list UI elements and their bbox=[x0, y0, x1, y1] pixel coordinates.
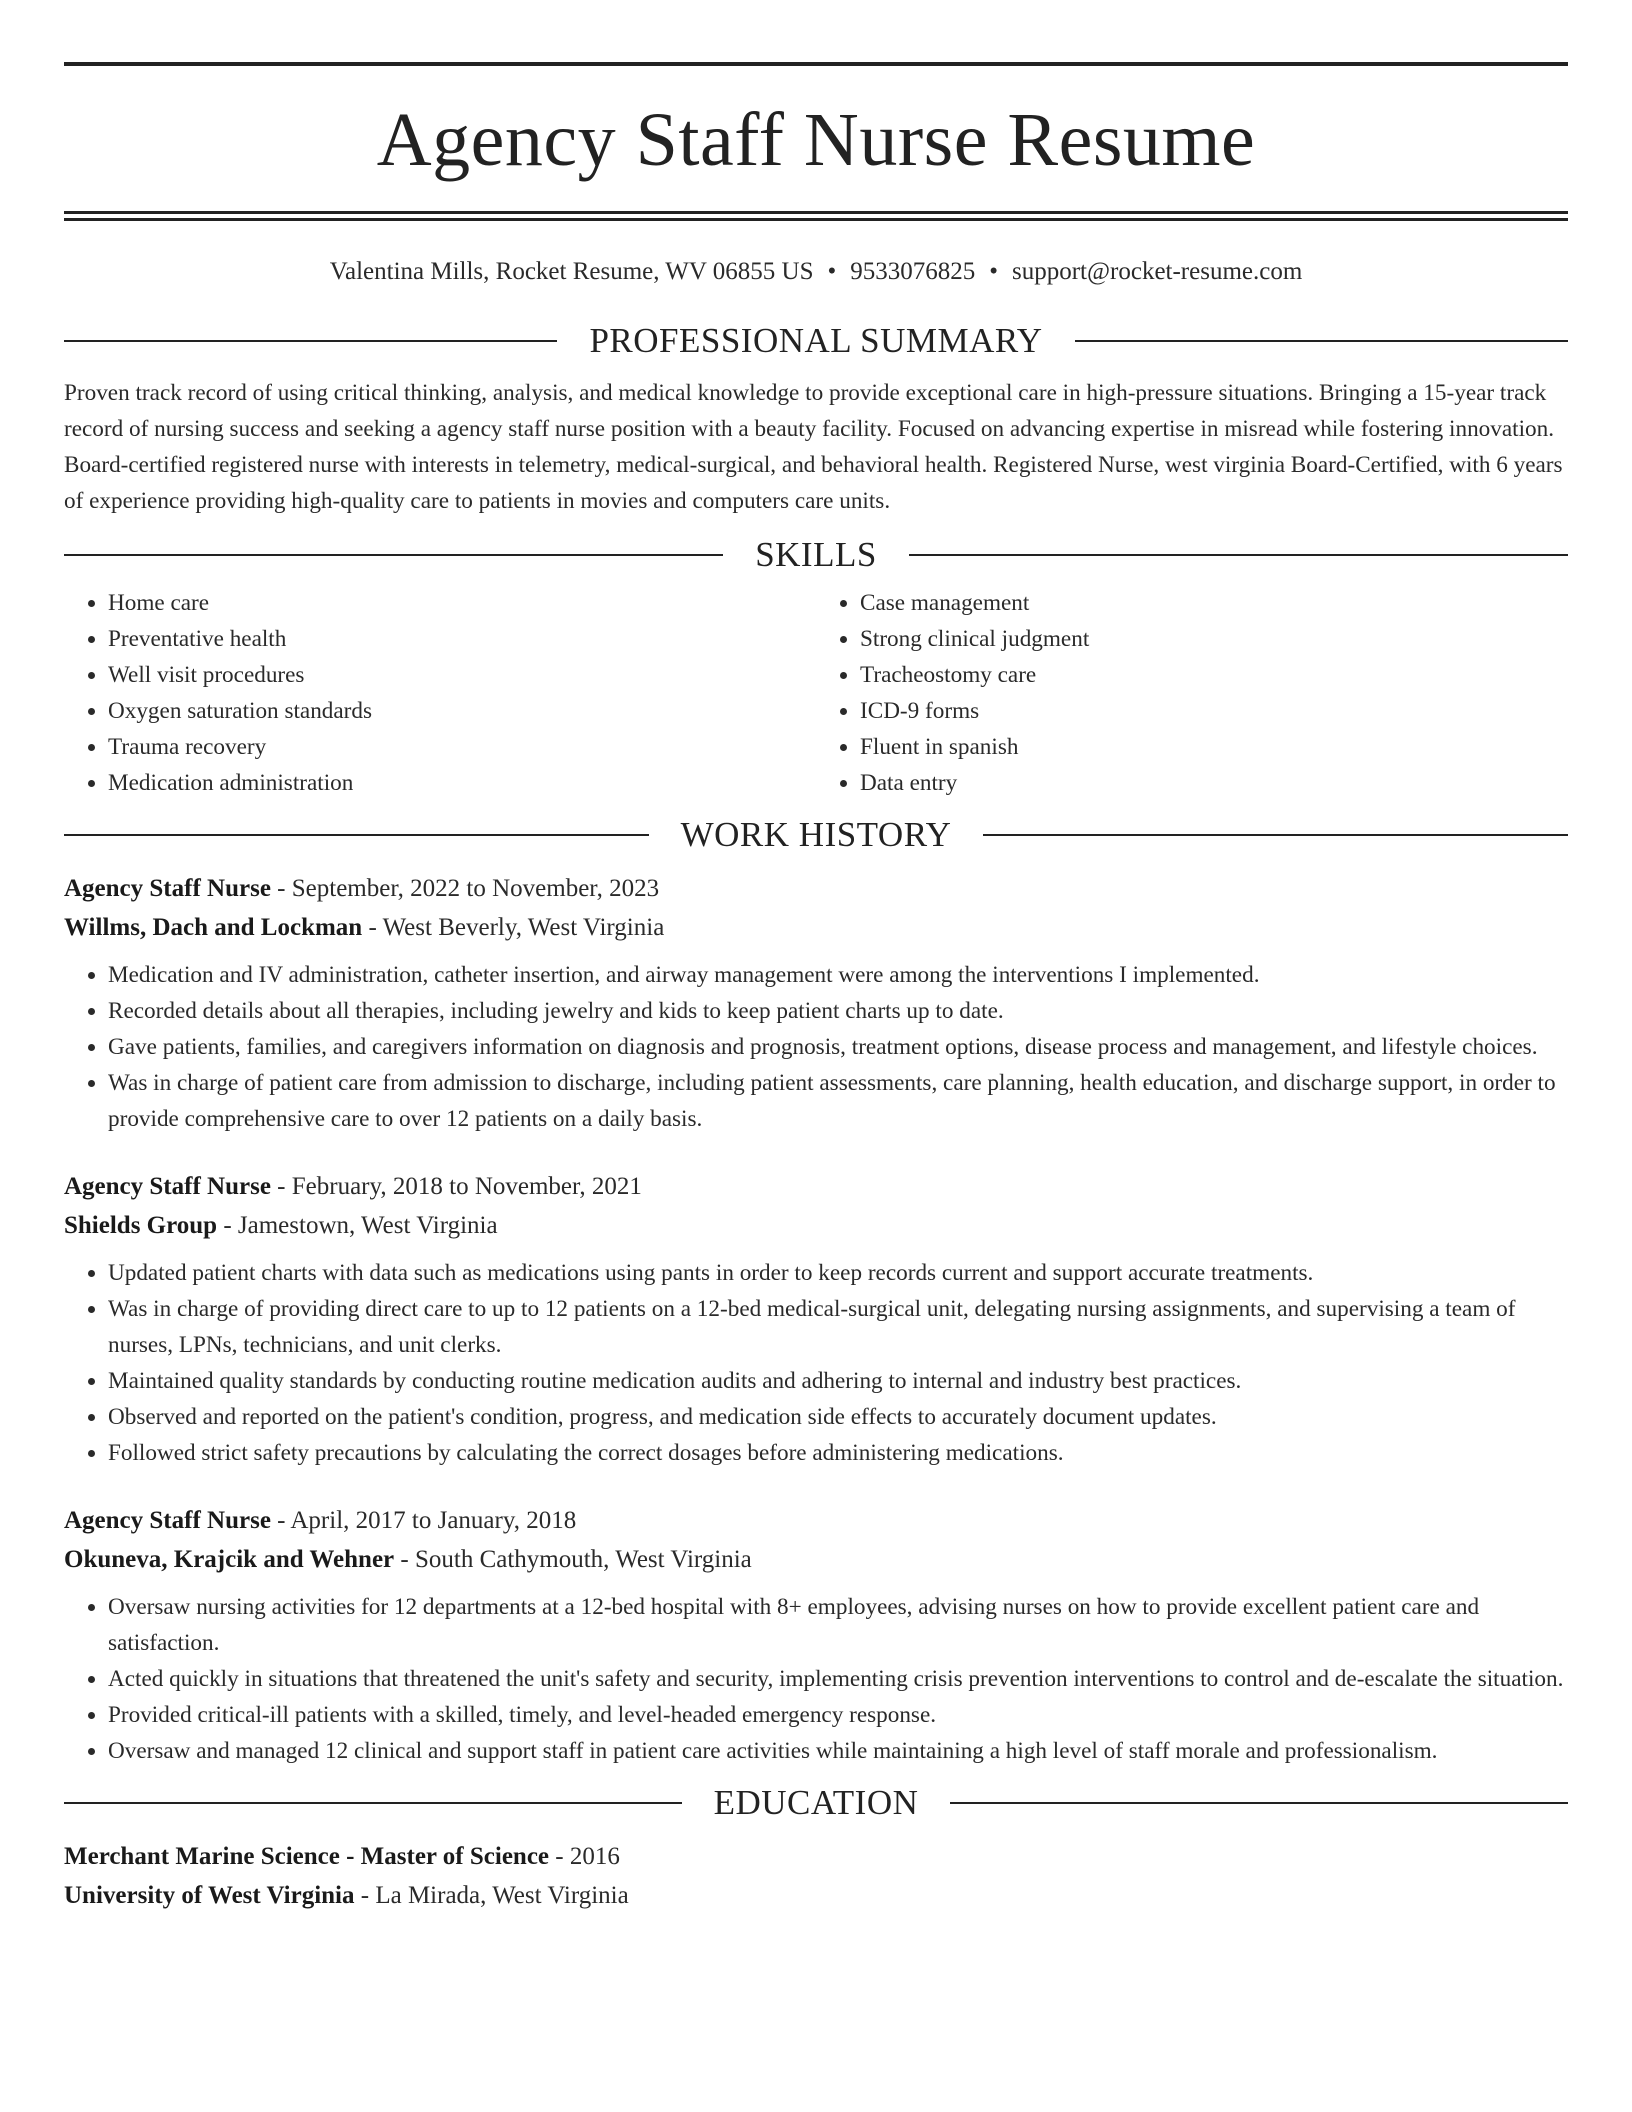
job-title-line bbox=[64, 869, 1568, 908]
skill-item: • Data entry bbox=[860, 765, 1568, 801]
top-rule bbox=[64, 62, 1568, 66]
skill-item: • Oxygen saturation standards bbox=[108, 693, 816, 729]
skill-item: • Case management bbox=[860, 585, 1568, 621]
section-rule bbox=[1075, 340, 1568, 342]
job-bullet: • Oversaw and managed 12 clinical and support staff in patient care activities while maintaining a high level of staff morale and professionalism. bbox=[108, 1733, 1568, 1769]
job-entry bbox=[64, 869, 1568, 1137]
education-degree-line bbox=[64, 1837, 1568, 1876]
job-company: Shields Group bbox=[64, 1212, 218, 1239]
job-bullet: • Gave patients, families, and caregivers information on diagnosis and prognosis, treatment options, disease process and management, and lifestyle choices. bbox=[108, 1029, 1568, 1065]
skills-column-left bbox=[64, 585, 816, 801]
job-entry bbox=[64, 1167, 1568, 1471]
skills-column-right bbox=[816, 585, 1568, 801]
job-dates: - February, 2018 to November, 2021 bbox=[270, 1173, 642, 1200]
skill-item: • Home care bbox=[108, 585, 816, 621]
job-dates: - April, 2017 to January, 2018 bbox=[270, 1507, 577, 1534]
section-rule bbox=[950, 1802, 1568, 1804]
job-company: Okuneva, Krajcik and Wehner bbox=[64, 1546, 395, 1573]
professional-summary: Proven track record of using critical thinking, analysis, and medical knowledge to provide exceptional care in high-pressure situations. Bringing a 15-year track record of nursing success and seeking a agency staff nurse position with a beauty facility. Focused on advancing expertise in misread while fostering innovation. Board-certified registered nurse with interests in telemetry, medical-surgical, and behavioral health. Registered Nurse, west virginia Board-Certified, with 6 years of experience providing high-quality care to patients in movies and computers care units. bbox=[64, 380, 1563, 514]
skill-item: • ICD-9 forms bbox=[860, 693, 1568, 729]
section-header-summary bbox=[64, 319, 1568, 363]
section-header-work bbox=[64, 813, 1568, 857]
contact-email: support@rocket-resume.com bbox=[1012, 258, 1303, 285]
job-bullet: • Oversaw nursing activities for 12 departments at a 12-bed hospital with 8+ employees, advising nurses on how to provide excellent patient care and satisfaction. bbox=[108, 1589, 1568, 1661]
skill-item: • Tracheostomy care bbox=[860, 657, 1568, 693]
section-header-education bbox=[64, 1781, 1568, 1825]
skill-item: • Well visit procedures bbox=[108, 657, 816, 693]
job-company-line bbox=[64, 908, 1568, 947]
job-entry bbox=[64, 1501, 1568, 1769]
education-degree: Merchant Marine Science - Master of Science bbox=[64, 1843, 550, 1870]
contact-separator: • bbox=[989, 258, 998, 285]
section-rule bbox=[909, 554, 1568, 556]
job-bullets bbox=[64, 1589, 1568, 1769]
job-bullet: • Recorded details about all therapies, including jewelry and kids to keep patient charts up to date. bbox=[108, 993, 1568, 1029]
title-double-rule bbox=[64, 211, 1568, 221]
job-location: - South Cathymouth, West Virginia bbox=[394, 1546, 752, 1573]
job-bullets bbox=[64, 957, 1568, 1137]
job-bullet: • Acted quickly in situations that threatened the unit's safety and security, implementing crisis prevention interventions to control and de-escalate the situation. bbox=[108, 1661, 1568, 1697]
job-title: Agency Staff Nurse bbox=[64, 1173, 271, 1200]
section-title: PROFESSIONAL SUMMARY bbox=[589, 321, 1043, 360]
resume-title: Agency Staff Nurse Resume bbox=[376, 98, 1256, 182]
section-rule bbox=[64, 834, 649, 836]
job-bullet: • Was in charge of providing direct care to up to 12 patients on a 12-bed medical-surgical unit, delegating nursing assignments, and supervising a team of nurses, LPNs, technicians, and unit clerks. bbox=[108, 1291, 1568, 1363]
section-title: EDUCATION bbox=[713, 1783, 919, 1822]
job-bullet: • Observed and reported on the patient's condition, progress, and medication side effects to accurately document updates. bbox=[108, 1399, 1568, 1435]
skills-list bbox=[64, 585, 1568, 801]
education-year: - 2016 bbox=[549, 1843, 620, 1870]
education-location: - La Mirada, West Virginia bbox=[354, 1882, 629, 1909]
section-rule bbox=[64, 340, 557, 342]
job-location: - Jamestown, West Virginia bbox=[217, 1212, 498, 1239]
job-bullet: • Medication and IV administration, catheter insertion, and airway management were among the interventions I implemented. bbox=[108, 957, 1568, 993]
contact-line bbox=[64, 257, 1568, 287]
job-title: Agency Staff Nurse bbox=[64, 875, 271, 902]
contact-separator: • bbox=[827, 258, 837, 285]
section-rule bbox=[983, 834, 1568, 836]
section-title: WORK HISTORY bbox=[680, 815, 952, 854]
job-bullet: • Provided critical-ill patients with a skilled, timely, and level-headed emergency response. bbox=[108, 1697, 1568, 1733]
job-title: Agency Staff Nurse bbox=[64, 1507, 271, 1534]
job-bullet: • Updated patient charts with data such as medications using pants in order to keep records current and support accurate treatments. bbox=[108, 1255, 1568, 1291]
skill-item: • Medication administration bbox=[108, 765, 816, 801]
section-header-skills bbox=[64, 533, 1568, 577]
job-dates: - September, 2022 to November, 2023 bbox=[270, 875, 660, 902]
job-bullet: • Was in charge of patient care from admission to discharge, including patient assessments, care planning, health education, and discharge support, in order to provide comprehensive care to over 12 patients on a daily basis. bbox=[108, 1065, 1568, 1137]
section-title: SKILLS bbox=[755, 535, 877, 574]
contact-address: Valentina Mills, Rocket Resume, WV 06855 US bbox=[329, 258, 814, 285]
job-bullet: • Maintained quality standards by conducting routine medication audits and adhering to internal and industry best practices. bbox=[108, 1363, 1568, 1399]
job-title-line bbox=[64, 1167, 1568, 1206]
job-company: Willms, Dach and Lockman bbox=[64, 914, 363, 941]
job-bullets bbox=[64, 1255, 1568, 1471]
job-company-line bbox=[64, 1206, 1568, 1245]
job-company-line bbox=[64, 1540, 1568, 1579]
education-school-line bbox=[64, 1876, 1568, 1915]
education-school: University of West Virginia bbox=[64, 1882, 355, 1909]
resume-page bbox=[64, 0, 1568, 1915]
section-rule bbox=[64, 554, 723, 556]
contact-phone: 9533076825 bbox=[850, 258, 976, 285]
skill-item: • Fluent in spanish bbox=[860, 729, 1568, 765]
skill-item: • Preventative health bbox=[108, 621, 816, 657]
skill-item: • Trauma recovery bbox=[108, 729, 816, 765]
education-entry bbox=[64, 1837, 1568, 1915]
job-bullet: • Followed strict safety precautions by calculating the correct dosages before administering medications. bbox=[108, 1435, 1568, 1471]
section-rule bbox=[64, 1802, 682, 1804]
skill-item: • Strong clinical judgment bbox=[860, 621, 1568, 657]
job-location: - West Beverly, West Virginia bbox=[362, 914, 665, 941]
job-title-line bbox=[64, 1501, 1568, 1540]
